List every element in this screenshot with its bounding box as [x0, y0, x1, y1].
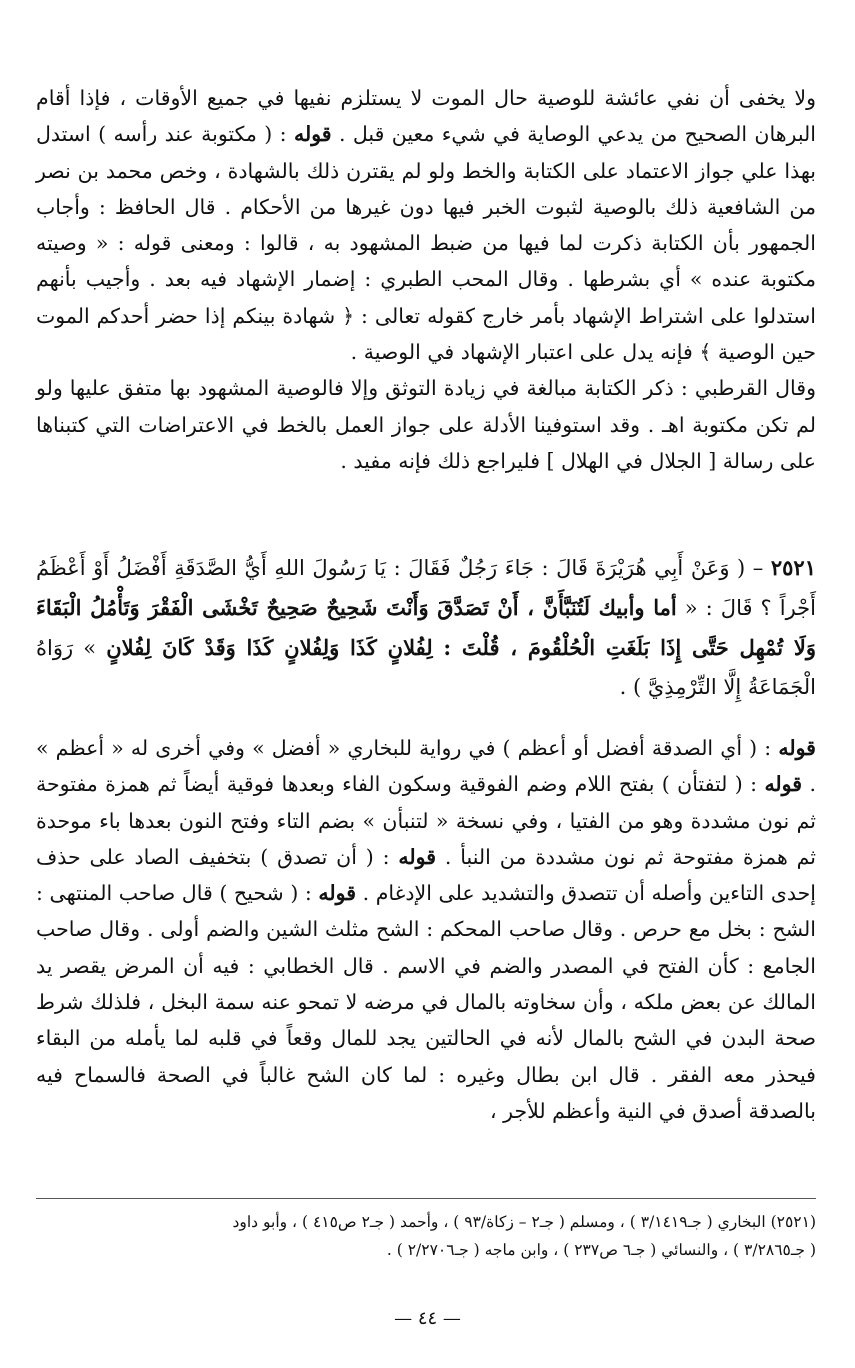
keyword-qawluhu: قوله: [398, 844, 437, 869]
hadith-block: [36, 548, 816, 707]
page-number: — ٤٤ —: [394, 1308, 461, 1329]
footnote-line: (٢٥٢١) البخاري ( جـ٣/١٤١٩ ) ، ومسلم ( جـ٢ – زكاة/٩٣ ) ، وأحمد ( جـ٢ ص٤١٥ ) ، وأبو داود: [232, 1213, 816, 1231]
keyword-qawluhu: قوله: [293, 122, 332, 147]
hadith-number: ٢٥٢١: [770, 555, 816, 580]
hadith-paragraph: [36, 548, 816, 707]
hadith-attribution: » رَوَاهُ الْجَمَاعَةُ إِلَّا التِّرْمِذِيَّ ) .: [36, 636, 816, 699]
commentary-top: [36, 80, 816, 479]
commentary-bottom: [36, 730, 816, 1129]
commentary-text: : ( لتفتأن ) بفتح اللام وضم الفوقية وسكون الفاء وبعدها فوقية أيضاً ثم همزة مفتوحة ثم نون مشددة وهو من الفتيا ، وفي نسخة « لتنبأن » بضم التاء وفتح النون بعدها باء موحدة ثم همزة مفتوحة ثم نون مشددة من النبأ .: [36, 772, 816, 869]
commentary-text: : ( مكتوبة عند رأسه ) استدل بهذا علي جواز الاعتماد على الكتابة والخط ولو لم يقترن ذلك بالشهادة ، وخص محمد بن نصر من الشافعية ذلك بالوصية لثبوت الخبر فيها دون غيرها من الأحكام . قال الحافظ : وأجاب الجمهور بأن الكتابة ذكرت لما فيها من ضبط المشهود به ، قالوا : ومعنى قوله : « وصيته مكتوبة عنده » أي بشرطها . وقال المحب الطبري : إضمار الإشهاد فيه بعد . وأجيب بأنهم استدلوا على اشتراط الإشهاد بأمر خارج كقوله تعالى : ﴿ شهادة بينكم إذا حضر أحدكم الموت حين الوصية ﴾ فإنه يدل على اعتبار الإشهاد في الوصية .: [36, 122, 817, 365]
commentary-paragraph: [36, 80, 816, 370]
commentary-text: : ( أن تصدق ) بتخفيف الصاد على حذف إحدى التاءين وأصله أن تتصدق والتشديد على الإدغام .: [36, 844, 816, 906]
keyword-qawluhu: قوله: [778, 736, 816, 760]
commentary-paragraph: وقال القرطبي : ذكر الكتابة مبالغة في زيادة التوثق وإلا فالوصية المشهود بها متفق عليها ولو لم تكن مكتوبة اهـ . وقد استوفينا الأدلة على جواز العمل بالخط في الاعتراضات التي كتبناها على رسالة [ الجلال في الهلال ] فليراجع ذلك فإنه مفيد .: [36, 376, 816, 473]
keyword-qawluhu: قوله: [764, 772, 803, 797]
footnotes: [36, 1208, 816, 1264]
hadith-prophetic-text: أما وأبيك لَتُنَبَّأَنَّ ، أَنْ تَصَدَّقَ وَأَنْتَ شَحِيحٌ صَحِيحٌ تَخْشَى الْفَقْرَ وَتَأْمُلُ الْبَقَاءَ وَلَا تُمْهِل حَتَّى إِذَا بَلَغَتِ الْحُلْقُومَ ، قُلْتَ : لِفُلانٍ كَذَا وَلِفُلانٍ كَذَا وَقَدْ كَانَ لِفُلانٍ: [36, 595, 816, 660]
footnote-line: ( جـ٣/٢٨٦٥ ) ، والنسائي ( جـ٦ ص٢٣٧ ) ، وابن ماجه ( جـ٢/٢٧٠٦ ) .: [386, 1241, 816, 1259]
commentary-text: ولا يخفى أن نفي عائشة للوصية حال الموت لا يستلزم نفيها في جميع الأوقات ، فإذا أقام البرهان الصحيح من يدعي الوصاية في شيء معين قبل .: [36, 86, 816, 147]
commentary-paragraph: [36, 730, 816, 1129]
commentary-text: : ( شحيح ) قال صاحب المنتهى : الشح : بخل مع حرص . وقال صاحب المحكم : الشح مثلث الشين والضم أولى . وقال صاحب الجامع : كأن الفتح في المصدر والضم في الاسم . قال الخطابي : فيه أن المرض يقصر يد المالك عن بعض ملكه ، وأن سخاوته بالمال في مرضه لا تمحو عنه سمة البخل ، فلذلك شرط صحة البدن في الشح بالمال لأنه في الحالتين يجد للمال وقعاً في قلبه لما يأمله من البقاء فيحذر معه الفقر . قال ابن بطال وغيره : لما كان الشح غالباً في الصحة فالسماح فيه بالصدقة أصدق في النية وأعظم للأجر ،: [36, 881, 816, 1123]
keyword-qawluhu: قوله: [318, 881, 357, 906]
commentary-text: : ( أي الصدقة أفضل أو أعظم ) في رواية للبخاري « أفضل » وفي أخرى له « أعظم » .: [36, 736, 816, 797]
hadith-chain: – ( وَعَنْ أَبِي هُرَيْرَةَ قَالَ : جَاءَ رَجُلٌ فَقَالَ : يَا رَسُولَ اللهِ أَيُّ الصَّدَقَةِ أَفْضَلُ أَوْ أَعْظَمُ أَجْراً ؟ قَالَ : «: [36, 556, 816, 620]
footnote-divider: [36, 1198, 816, 1199]
